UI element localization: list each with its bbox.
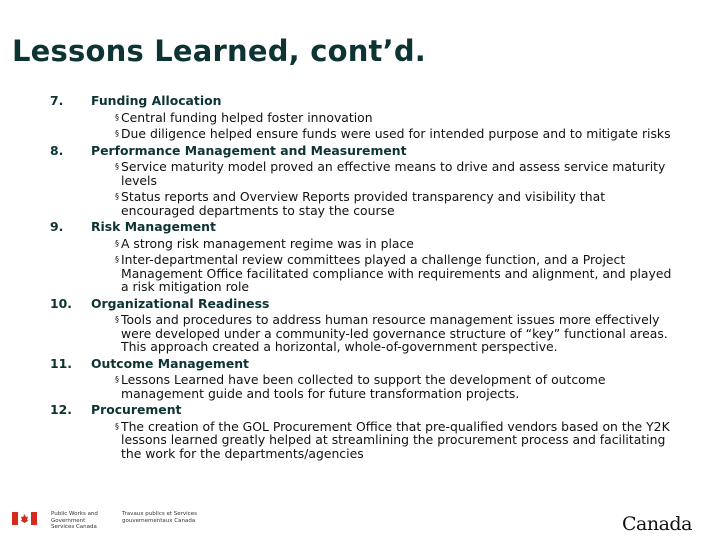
slide-title: Lessons Learned, cont’d. <box>12 34 427 68</box>
bullet-icon: § <box>115 238 119 248</box>
bullet-text: A strong risk management regime was in place <box>121 235 414 251</box>
bullet-point <box>91 420 680 461</box>
department-name-fr: Travaux publics et Services gouvernementaux Canada <box>122 511 197 524</box>
bullet-point <box>91 373 680 400</box>
list-item <box>50 403 680 460</box>
bullet-text: Status reports and Overview Reports provided transparency and visibility that encouraged departments to stay the course <box>121 189 606 218</box>
bullet-point <box>91 160 680 187</box>
item-number: 9. <box>50 219 64 234</box>
item-heading: Performance Management and Measurement <box>91 142 407 158</box>
bullet-text: Service maturity model proved an effective means to drive and assess service maturity levels <box>121 159 666 188</box>
bullet-icon: § <box>115 112 119 122</box>
item-heading: Organizational Readiness <box>91 295 270 311</box>
bullet-text: Central funding helped foster innovation <box>121 109 373 125</box>
item-number: 12. <box>50 402 72 417</box>
list-item <box>50 144 680 218</box>
footer <box>0 508 720 538</box>
bullet-text: Lessons Learned have been collected to support the development of outcome management guide and tools for future transformation projects. <box>121 372 606 401</box>
bullet-icon: § <box>115 421 119 431</box>
list-item <box>50 220 680 294</box>
bullet-point <box>91 313 680 354</box>
bullet-icon: § <box>115 315 119 324</box>
bullet-text: The creation of the GOL Procurement Office that pre-qualified vendors based on the Y2K lessons learned greatly helped at streamlining the procurement process and facilitating the work for the departments/agencies <box>121 418 670 461</box>
bullet-text: Tools and procedures to address human resource management issues more effectively were developed under a community-led governance structure of “key” functional areas. This approach created a horizontal, whole-of-government perspective. <box>121 312 668 354</box>
bullet-point <box>91 253 680 294</box>
bullet-text: Due diligence helped ensure funds were used for intended purpose and to mitigate risks <box>121 126 671 141</box>
item-heading: Outcome Management <box>91 355 249 371</box>
bullet-point <box>91 190 680 217</box>
department-name-en: Public Works and Government Services Canada <box>51 511 98 530</box>
item-heading: Procurement <box>91 402 182 417</box>
item-number: 11. <box>50 355 72 371</box>
canada-flag-icon <box>12 512 37 525</box>
canada-wordmark: Canada <box>622 513 692 535</box>
list-item <box>50 297 680 354</box>
bullet-point <box>91 127 680 141</box>
bullet-icon: § <box>115 192 119 201</box>
bullet-point <box>91 111 680 125</box>
bullet-icon: § <box>115 129 119 138</box>
bullet-text: Inter-departmental review committees played a challenge function, and a Project Management Office facilitated compliance with requirements and alignment, and played a risk mitigation role <box>121 252 672 294</box>
list-item <box>50 357 680 401</box>
lessons-list <box>50 91 680 460</box>
bullet-icon: § <box>115 162 119 171</box>
list-item <box>50 94 680 141</box>
item-number: 8. <box>50 142 64 158</box>
item-number: 7. <box>50 93 64 108</box>
item-number: 10. <box>50 295 72 311</box>
item-heading: Risk Management <box>91 219 216 234</box>
bullet-point <box>91 237 680 251</box>
bullet-icon: § <box>115 255 119 264</box>
item-heading: Funding Allocation <box>91 93 222 108</box>
bullet-icon: § <box>115 375 119 384</box>
